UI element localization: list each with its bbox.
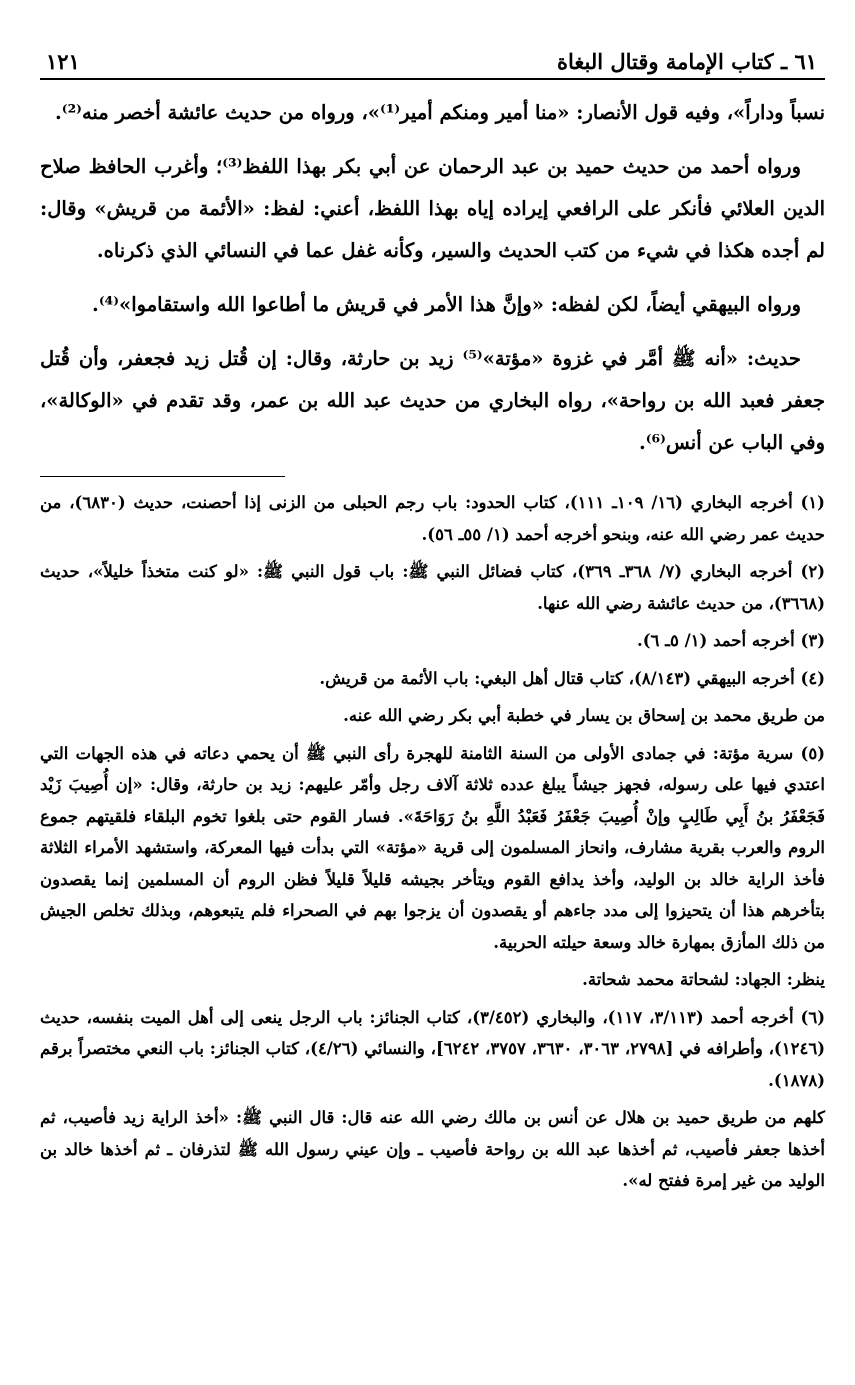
footnote-separator (40, 476, 285, 477)
page-header (40, 38, 825, 80)
footnote: (٦) أخرجه أحمد (٣/١١٣، ١١٧)، والبخاري (٣/٤٥٢)، كتاب الجنائز: باب الرجل ينعى إلى أهل الميت بنفسه، حديث (١٢٤٦)، وأطرافه في [٢٧٩٨، ٣٠٦٣، ٣٦٣٠، ٣٧٥٧، ٦٢٤٢]، والنسائي (٤/٢٦)، كتاب الجنائز: باب النعي مختصراً برقم (١٨٧٨). (40, 1007, 825, 1090)
paragraph: حديث: «أنه ﷺ أمَّر في غزوة «مؤتة»⁽⁵⁾ زيد بن حارثة، وقال: إن قُتل زيد فجعفر، وأن قُتل جعفر فعبد الله بن رواحة»، رواه البخاري من حديث عبد الله بن عمر، وقد تقدم في «الوكالة»، وفي الباب عن أنس⁽⁶⁾. (40, 347, 825, 454)
paragraph: ورواه أحمد من حديث حميد بن عبد الرحمان عن أبي بكر بهذا اللفظ⁽³⁾؛ وأغرب الحافظ صلاح الدين العلائي فأنكر على الرافعي إيراده إياه بهذا اللفظ، أعني: لفظ: «الأئمة من قريش» وقال: لم أجده هكذا في شيء من كتب الحديث والسير، وكأنه غفل عما في النسائي الذي ذكرناه. (40, 155, 825, 262)
footnote: (٣) أخرجه أحمد (١/ ٥ـ ٦). (636, 631, 825, 650)
main-text (40, 92, 825, 464)
running-title: ٦١ ـ كتاب الإمامة وقتال البغاة (556, 49, 817, 74)
footnote-continuation: من طريق محمد بن إسحاق بن يسار في خطبة أبي بكر رضي الله عنه. (343, 706, 825, 725)
footnote: (٢) أخرجه البخاري (٧/ ٣٦٨ـ ٣٦٩)، كتاب فضائل النبي ﷺ: باب قول النبي ﷺ: «لو كنت متخذاً خليلاً»، حديث (٣٦٦٨)، من حديث عائشة رضي الله عنها. (40, 562, 826, 613)
footnote-continuation: كلهم من طريق حميد بن هلال عن أنس بن مالك رضي الله عنه قال: قال النبي ﷺ: «أخذ الراية زيد فأصيب، ثم أخذها جعفر فأصيب، ثم أخذها عبد الله بن رواحة فأصيب ـ وإن عيني رسول الله ﷺ لتذرفان ـ ثم أخذها خالد بن الوليد من غير إمرة ففتح له». (40, 1108, 825, 1190)
footnote: (٤) أخرجه البيهقي (٨/١٤٣)، كتاب قتال أهل البغي: باب الأئمة من قريش. (319, 668, 825, 688)
paragraph: ورواه البيهقي أيضاً، لكن لفظه: «وإنَّ هذا الأمر في قريش ما أطاعوا الله واستقاموا»⁽⁴⁾. (92, 293, 801, 316)
page-number: ١٢١ (46, 49, 80, 74)
footnote: (٥) سرية مؤتة: في جمادى الأولى من السنة الثامنة للهجرة رأى النبي ﷺ أن يحمي دعاته في هذه الجهات التي اعتدي فيها على رسوله، فجهز جيشاً يبلغ عدده ثلاثة آلاف رجل وأمّر عليهم: زيد بن حارثة، وقال: «إن أُصِيبَ زَيْد فَجَعْفَرُ بنُ أَبِي طَالِبٍ وإنْ أُصِيبَ جَعْفَرُ فَعَبْدُ اللَّهِ بنُ رَوَاحَةَ». فسار القوم حتى بلغوا تخوم البلقاء فلقيتهم جموع الروم والعرب بقرية مشارف، وانحاز المسلمون إلى قرية «مؤتة» التي بدأت فيها المعركة، واستشهد الأمراء الثلاثة فأخذ الراية خالد بن الوليد، وأخذ يدافع القوم ويتأخر بجيشه قليلاً قليلاً فظن الروم أن المسلمين إنما يقصدون بتأخرهم هذا أن يتحيزوا إلى مدد جاءهم أو يقصدون أن يزجوا بهم في الصحراء فلم يتبعوهم، وبذلك تخلص الجيش من ذلك المأزق بمهارة خالد وسعة حيلته الحربية. (40, 743, 825, 952)
footnotes (40, 487, 825, 1197)
book-page (40, 38, 825, 1385)
footnote: (١) أخرجه البخاري (١٦/ ١٠٩ـ ١١١)، كتاب الحدود: باب رجم الحبلى من الزنى إذا أحصنت، حديث (٦٨٣٠)، من حديث عمر رضي الله عنه، وبنحو أخرجه أحمد (١/ ٥٥ـ ٥٦). (40, 493, 825, 544)
paragraph: نسباً وداراً»، وفيه قول الأنصار: «منا أمير ومنكم أمير⁽¹⁾»، ورواه من حديث عائشة أخصر منه⁽²⁾. (55, 101, 825, 124)
footnote-continuation: ينظر: الجهاد: لشحاتة محمد شحاتة. (582, 970, 825, 989)
